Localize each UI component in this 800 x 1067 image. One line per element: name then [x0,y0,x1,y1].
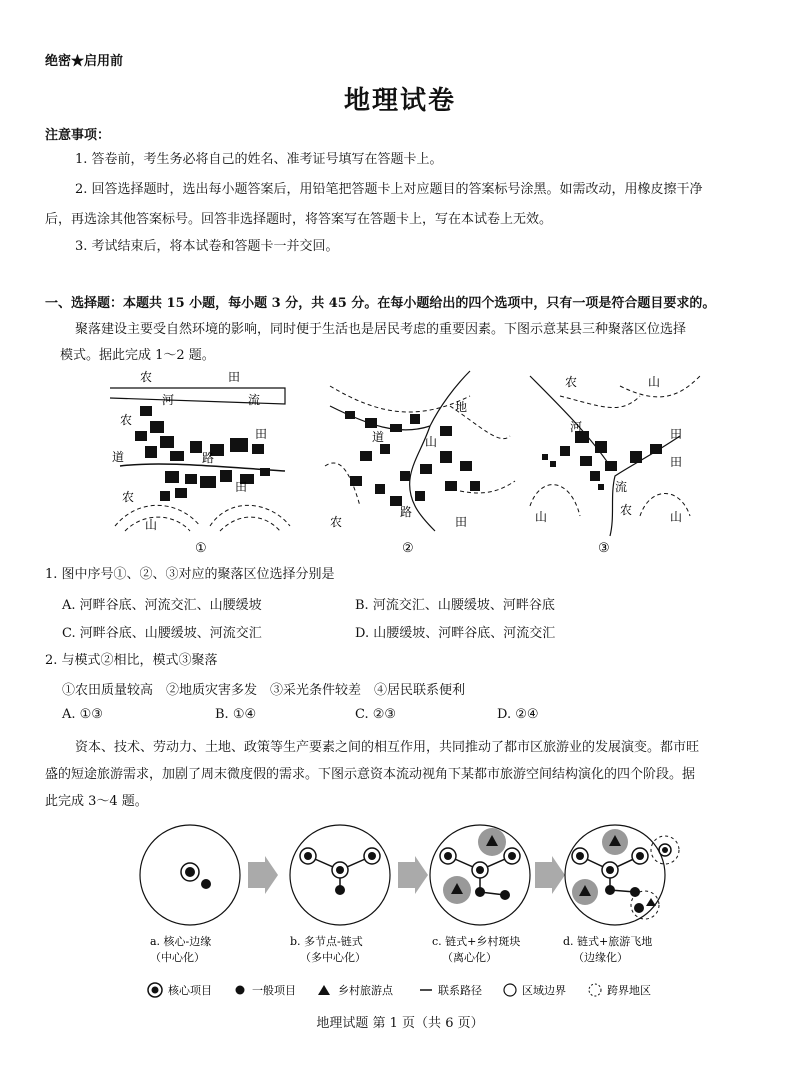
notice-item-2-line-2: 后，再选涂其他答案标号。回答非选择题时，将答案写在答题卡上，写在本试卷上无效。 [45,212,553,227]
p3-label-mountain2: 山 [535,510,548,524]
settlement-panel-2 [325,371,515,556]
stage-b [290,825,390,964]
settlement-figure [100,366,720,556]
stage-d-caption: d. 链式+旅游飞地 [563,935,653,948]
stage-a-caption: a. 核心-边缘 [150,935,212,948]
settlement-panel-1 [110,370,290,556]
p3-label-mountain3: 山 [670,510,683,524]
p3-label-field2: 田 [670,455,683,469]
p1-label-road2: 路 [202,451,215,465]
p2-label-road2: 路 [400,505,413,519]
legend-core: 核心项目 [168,984,212,997]
question-2-stem: 2. 与模式②相比，模式③聚落 [45,653,218,668]
p3-label-mountain: 山 [648,375,661,389]
arrow-icon-3 [535,856,565,894]
p1-label-field: 田 [228,370,241,384]
river-2a [330,371,470,430]
p3-label-stream: 流 [615,480,628,494]
passage-1-line-2: 模式。据此完成 1～2 题。 [60,348,215,363]
p2-label-mountain: 山 [425,435,438,449]
section-heading: 一、选择题：本题共 15 小题，每小题 3 分，共 45 分。在每小题给出的四个选项中，只有一项是符合题目要求的。 [45,296,716,311]
p3-label-farm2: 农 [620,503,633,517]
general-icon-a [201,879,211,889]
passage-2-line-2: 盛的短途旅游需求，加剧了周末微度假的需求。下图示意资本流动视角下某都市旅游空间结构演化的四个阶段。据 [45,767,696,782]
p2-number: ② [402,541,414,556]
p2-label-field: 田 [455,515,468,529]
figure-legend [148,983,651,997]
stage-a-sub: （中心化） [150,951,205,964]
stage-b-caption: b. 多节点-链式 [290,935,363,948]
q1-option-a: A. 河畔谷底、河流交汇、山腰缓坡 [62,598,262,613]
legend-cross-icon [589,984,601,996]
notice-item-1: 1. 答卷前，考生务必将自己的姓名、准考证号填写在答题卡上。 [75,152,443,167]
legend-general: 一般项目 [252,984,296,997]
p3-label-field: 田 [670,427,683,441]
p3-number: ③ [598,541,610,556]
q1-option-c: C. 河畔谷底、山腰缓坡、河流交汇 [62,626,262,641]
notice-item-2-line-1: 2. 回答选择题时，选出每小题答案后，用铅笔把答题卡上对应题目的答案标号涂黑。如需改动，用橡皮擦干净 [75,182,703,197]
arrow-icon-1 [248,856,278,894]
p3-label-farm: 农 [565,375,578,389]
p2-label-land: 地 [455,400,468,414]
stage-c-caption: c. 链式+乡村斑块 [432,935,521,948]
q2-option-c: C. ②③ [355,707,397,722]
passage-2-line-3: 此完成 3～4 题。 [45,794,148,809]
stage-b-sub: （多中心化） [300,951,366,964]
p1-label-stream: 流 [248,393,261,407]
notice-item-3: 3. 考试结束后，将本试卷和答题卡一并交回。 [75,239,339,254]
p1-label-road: 道 [112,450,125,464]
passage-1-line-1: 聚落建设主要受自然环境的影响，同时便于生活也是居民考虑的重要因素。下图示意某县三种聚落区位选择 [75,322,687,337]
legend-boundary-icon [504,984,516,996]
legend-rural: 乡村旅游点 [338,984,393,997]
notice-heading: 注意事项： [45,128,111,143]
p1-label-farm2: 农 [120,413,133,427]
p1-label-field3: 田 [235,480,248,494]
q2-statements: ①农田质量较高 ②地质灾害多发 ③采光条件较差 ④居民联系便利 [62,683,466,698]
legend-cross: 跨界地区 [607,984,651,997]
legend-route: 联系路径 [438,984,482,997]
settlement-panel-3 [530,375,700,556]
p1-label-farm3: 农 [122,490,135,504]
p1-number: ① [195,541,207,556]
passage-2-line-1: 资本、技术、劳动力、土地、政策等生产要素之间的相互作用，共同推动了都市区旅游业的发展演变。都市旺 [75,740,700,755]
p1-label-field2: 田 [255,427,268,441]
stage-c-sub: （离心化） [442,951,497,964]
page-footer: 地理试题 第 1 页（共 6 页） [316,1016,484,1031]
confidential-mark: 绝密★启用前 [45,54,124,69]
legend-boundary: 区域边界 [522,984,566,997]
page-title: 地理试卷 [343,86,456,116]
p2-label-road: 道 [372,430,385,444]
legend-rural-icon [318,985,330,995]
stage-d-sub: （边缘化） [573,951,628,964]
question-1-stem: 1. 图中序号①、②、③对应的聚落区位选择分别是 [45,567,335,582]
q2-option-b: B. ①④ [215,707,257,722]
stage-c [430,825,530,964]
p3-label-river: 河 [570,420,583,434]
legend-general-icon [236,986,245,995]
q1-option-d: D. 山腰缓坡、河畔谷底、河流交汇 [355,626,556,641]
q2-option-d: D. ②④ [497,707,539,722]
q1-option-b: B. 河流交汇、山腰缓坡、河畔谷底 [355,598,555,613]
p1-label-farm: 农 [140,370,153,384]
p2-label-farm: 农 [330,515,343,529]
stage-a [140,825,240,964]
q2-option-a: A. ①③ [62,707,103,722]
tourism-structure-figure [130,820,690,1010]
p1-label-mountain: 山 [145,518,158,532]
p1-label-river: 河 [162,393,175,407]
arrow-icon-2 [398,856,428,894]
stage-d [563,825,679,964]
